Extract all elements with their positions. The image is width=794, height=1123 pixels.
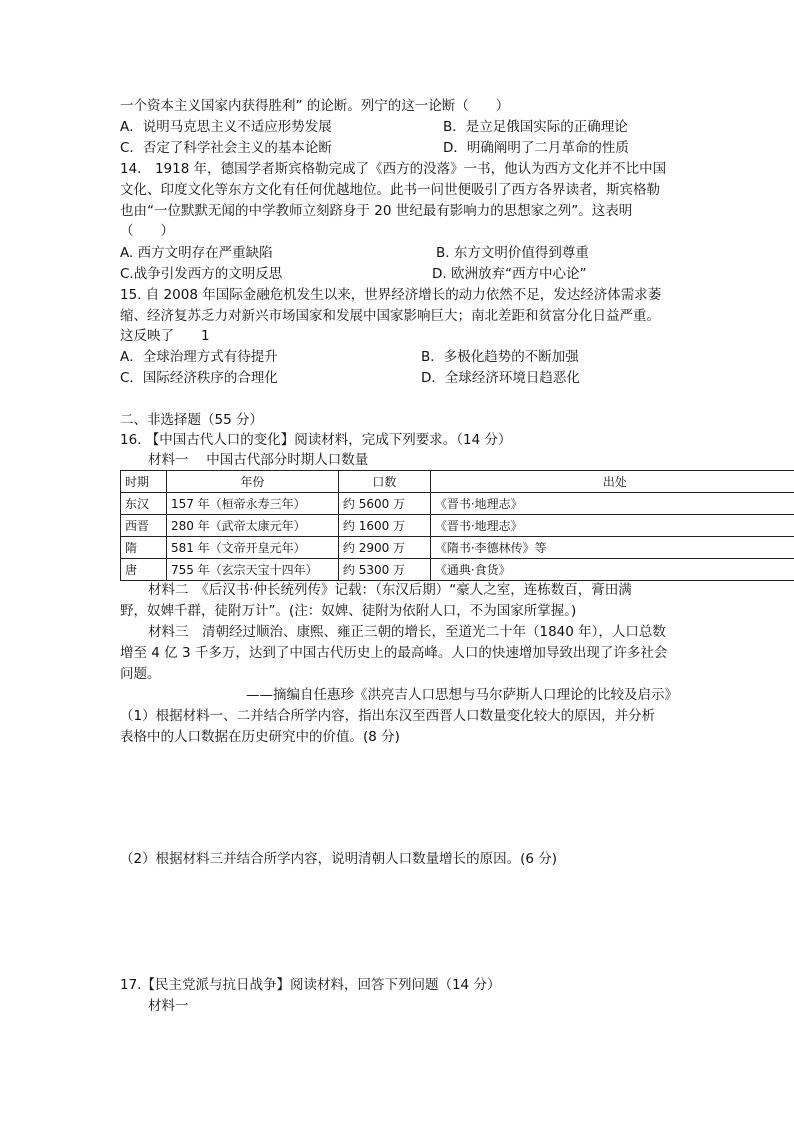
- q16-source-citation: ——摘编自任惠珍《洪亮吉人口思想与马尔萨斯人口理论的比较及启示》: [246, 687, 678, 703]
- q14-option-b: B. 东方文明价值得到尊重: [436, 245, 589, 261]
- q16-material3-line-3: 问题。: [120, 666, 161, 682]
- column-header-year: 年份: [166, 471, 338, 493]
- q16-sub1-line-2: 表格中的人口数据在历史研究中的价值。(8 分): [120, 729, 400, 745]
- table-row: [121, 515, 794, 537]
- q13-option-b: B．是立足俄国实际的正确理论: [443, 119, 628, 135]
- q14-line-1: 14. 1918 年，德国学者斯宾格勒完成了《西方的没落》一书，他认为西方文化并不比中国: [120, 161, 667, 177]
- table-header-row: [121, 471, 794, 493]
- q16-sub1-line-1: （1）根据材料一、二并结合所学内容，指出东汉至西晋人口数量变化较大的原因，并分析: [120, 708, 656, 724]
- table-row: [121, 493, 794, 515]
- q15-option-c: C．国际经济秩序的合理化: [120, 370, 278, 386]
- cell-year: 157 年（桓帝永寿三年）: [166, 493, 338, 515]
- q16-material2-line-2: 野，奴婢千群，徒附万计”。(注：奴婢、徒附为依附人口，不为国家所掌握。): [120, 603, 577, 619]
- cell-source: 《晋书·地理志》: [430, 493, 794, 515]
- q13-option-d: D．明确阐明了二月革命的性质: [443, 140, 629, 156]
- column-header-period: 时期: [121, 471, 167, 493]
- cell-source: 《隋书·李德林传》等: [430, 537, 794, 559]
- cell-period: 西晋: [121, 515, 167, 537]
- cell-population: 约 2900 万: [338, 537, 430, 559]
- q15-line-3: 这反映了 1: [120, 328, 210, 344]
- q14-option-a: A. 西方文明存在严重缺陷: [120, 245, 273, 261]
- q13-option-c: C．否定了科学社会主义的基本论断: [120, 140, 332, 156]
- q15-line-1: 15. 自 2008 年国际金融危机发生以来，世界经济增长的动力依然不足，发达经济体需求萎: [120, 287, 662, 303]
- q14-line-3: 也由“一位默默无闻的中学教师立刻跻身于 20 世纪最有影响力的思想家之列”。这表明: [120, 203, 633, 219]
- q16-sub2: （2）根据材料三并结合所学内容，说明清朝人口数量增长的原因。(6 分): [120, 851, 558, 867]
- cell-source: 《晋书·地理志》: [430, 515, 794, 537]
- q16-material2-line-1: 材料二 《后汉书·仲长统列传》记载：（东汉后期）“豪人之室，连栋数百，膏田满: [148, 582, 632, 598]
- cell-year: 755 年（玄宗天宝十四年）: [166, 559, 338, 581]
- q13-option-a: A．说明马克思主义不适应形势发展: [120, 119, 332, 135]
- q15-option-b: B．多极化趋势的不断加强: [421, 349, 579, 365]
- q16-material3-line-1: 材料三 清朝经过顺治、康熙、雍正三朝的增长，至道光二十年（1840 年），人口总数: [148, 624, 666, 640]
- q16-title: 16. 【中国古代人口的变化】阅读材料，完成下列要求。（14 分）: [120, 432, 512, 448]
- q16-material3-line-2: 增至 4 亿 3 千多万，达到了中国古代历史上的最高峰。人口的快速增加导致出现了许多社会: [120, 645, 668, 661]
- cell-period: 隋: [121, 537, 167, 559]
- column-header-population: 口数: [338, 471, 430, 493]
- cell-population: 约 5600 万: [338, 493, 430, 515]
- q14-option-c: C.战争引发西方的文明反思: [120, 266, 283, 282]
- population-table: [120, 470, 794, 581]
- section-heading: 二、非选择题（55 分）: [120, 412, 263, 428]
- q13-stem-tail: 一个资本主义国家内获得胜利” 的论断。列宁的这一论断（ ）: [120, 98, 510, 114]
- q14-line-4: （ ）: [120, 223, 174, 239]
- q17-title: 17.【民主党派与抗日战争】阅读材料，回答下列问题（14 分）: [120, 977, 501, 993]
- q15-line-2: 缩、经济复苏乏力对新兴市场国家和发展中国家影响巨大；南北差距和贫富分化日益严重。: [120, 308, 660, 324]
- q17-material1: 材料一: [148, 998, 189, 1014]
- cell-population: 约 1600 万: [338, 515, 430, 537]
- cell-period: 东汉: [121, 493, 167, 515]
- cell-year: 581 年（文帝开皇元年）: [166, 537, 338, 559]
- cell-source: 《通典·食货》: [430, 559, 794, 581]
- table-row: [121, 537, 794, 559]
- q16-material1-caption: 材料一 中国古代部分时期人口数量: [148, 452, 369, 468]
- cell-population: 约 5300 万: [338, 559, 430, 581]
- cell-year: 280 年（武帝太康元年）: [166, 515, 338, 537]
- table-row: [121, 559, 794, 581]
- q14-line-2: 文化、印度文化等东方文化有任何优越地位。此书一问世便吸引了西方各界读者，斯宾格勒: [120, 182, 660, 198]
- q14-option-d: D. 欧洲放弃“西方中心论”: [432, 266, 587, 282]
- q15-option-a: A．全球治理方式有待提升: [120, 349, 278, 365]
- cell-period: 唐: [121, 559, 167, 581]
- q15-option-d: D．全球经济环境日趋恶化: [421, 370, 580, 386]
- column-header-source: 出处: [430, 471, 794, 493]
